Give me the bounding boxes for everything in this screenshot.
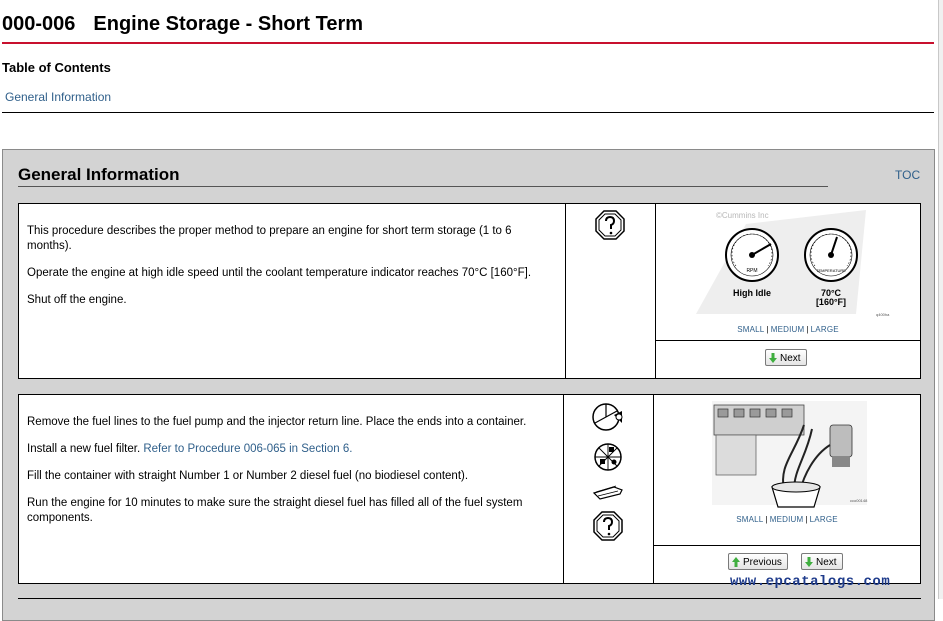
illustration-watermark: ©Cummins Inc — [716, 211, 769, 220]
step-2-table — [18, 394, 921, 584]
image-size-links: SMALL | MEDIUM | LARGE — [737, 325, 839, 334]
step-2-paragraph-1: Remove the fuel lines to the fuel pump and the injector return line. Place the ends into a container. — [27, 416, 527, 428]
vertical-scrollbar[interactable] — [938, 0, 943, 599]
step-2-paragraph-3: Fill the container with straight Number 1 or Number 2 diesel fuel (no biodiesel content). — [27, 470, 469, 482]
temperature-gauge-unit: TEMPERATURE — [816, 268, 846, 273]
medium-image-link[interactable]: MEDIUM — [770, 325, 805, 334]
title-divider — [2, 42, 934, 44]
step-1-paragraph-3: Shut off the engine. — [27, 294, 127, 306]
procedure-title: Engine Storage - Short Term — [93, 13, 364, 35]
toc-heading: Table of Contents — [2, 60, 111, 75]
gauge-illustration — [656, 204, 920, 322]
step-2-illustration-cell — [654, 395, 920, 545]
step-2-paragraph-2 — [27, 442, 552, 457]
next-button[interactable] — [801, 553, 843, 570]
toc-link-general-information[interactable]: General Information — [5, 90, 112, 104]
previous-button-label: Previous — [743, 557, 782, 568]
next-button-label: Next — [816, 557, 837, 568]
large-image-link[interactable]: LARGE — [809, 515, 838, 524]
small-image-link[interactable]: SMALL — [736, 515, 764, 524]
figure-id: cco00148 — [850, 498, 868, 503]
step-2-paragraph-4: Run the engine for 10 minutes to make sure the straight diesel fuel has filled all of the fuel system components. — [27, 497, 523, 524]
arrow-down-icon — [769, 353, 777, 363]
site-watermark: www.epcatalogs.com — [730, 574, 891, 590]
procedure-reference-link[interactable]: Refer to Procedure 006-065 in Section 6. — [143, 443, 353, 455]
fuel-system-illustration — [654, 395, 920, 513]
step-1-table — [18, 203, 921, 379]
step-1-paragraph-2: Operate the engine at high idle speed until the coolant temperature indicator reaches 70°C [160°F]. — [27, 267, 532, 279]
rpm-gauge-unit: RPM — [746, 268, 758, 274]
temperature-caption-fahrenheit: [160°F] — [815, 297, 847, 307]
toc-back-link[interactable]: TOC — [895, 168, 921, 182]
pie-tools-icon — [592, 441, 624, 473]
step-1-nav-cell — [656, 341, 920, 378]
next-button[interactable] — [765, 349, 807, 366]
procedure-code: 000-006 — [2, 13, 76, 35]
medium-image-link[interactable]: MEDIUM — [769, 515, 804, 524]
section-title: General Information — [18, 165, 180, 184]
step-1-text — [27, 224, 557, 320]
step-1-text-cell — [19, 204, 564, 378]
image-size-links: SMALL | MEDIUM | LARGE — [736, 515, 838, 524]
info-octagon-icon — [593, 511, 623, 541]
step-2-text — [27, 415, 552, 538]
next-button-label: Next — [780, 353, 801, 364]
step-2-paragraph-2-text: Install a new fuel filter. — [27, 443, 141, 455]
high-idle-caption: High Idle — [733, 288, 771, 298]
step-1-icons — [566, 210, 654, 240]
wrench-icon — [592, 481, 624, 501]
step-2-text-cell — [19, 395, 562, 583]
temperature-caption-celsius: 70°C — [820, 288, 842, 298]
previous-button[interactable] — [728, 553, 788, 570]
step-2-icons — [564, 401, 652, 541]
page-title — [2, 13, 363, 36]
large-image-link[interactable]: LARGE — [810, 325, 839, 334]
step-1-illustration-cell — [656, 204, 920, 340]
arrow-down-icon — [805, 557, 813, 567]
pie-wrench-icon — [592, 401, 624, 433]
toc-divider — [2, 112, 934, 113]
section-divider — [18, 186, 828, 187]
section-general-information — [2, 149, 935, 621]
step-1-paragraph-1: This procedure describes the proper method to prepare an engine for short term storage (1 to 6 months). — [27, 225, 512, 252]
arrow-up-icon — [732, 557, 740, 567]
figure-id: q400ha — [876, 312, 890, 317]
info-octagon-icon — [595, 210, 625, 240]
small-image-link[interactable]: SMALL — [737, 325, 765, 334]
